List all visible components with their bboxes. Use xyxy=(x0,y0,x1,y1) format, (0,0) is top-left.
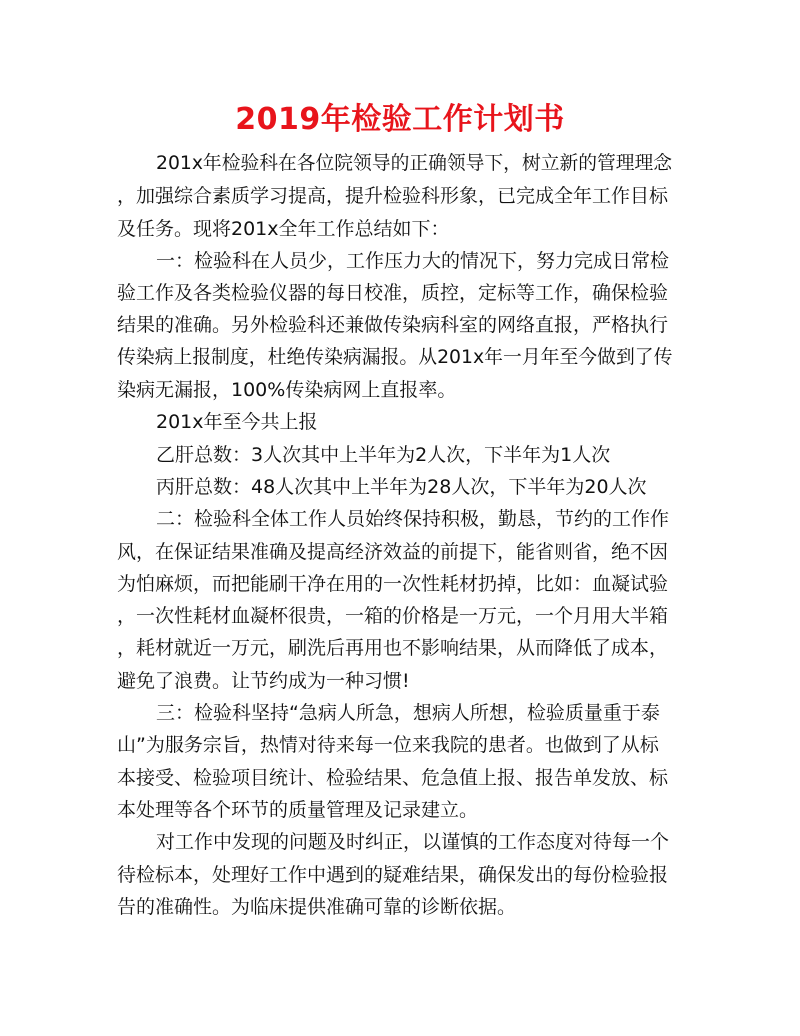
text-line: 201x年至今共上报 xyxy=(156,411,318,434)
text-line: 本接受、检验项目统计、检验结果、危急值上报、报告单发放、标 xyxy=(117,766,669,789)
text-line: 验工作及各类检验仪器的每日校准，质控，定标等工作，确保检验 xyxy=(117,282,669,305)
document-title: 2019年检验工作计划书 xyxy=(235,102,565,137)
text-line: 三：检验科坚持“急病人所急，想病人所想，检验质量重于泰 xyxy=(156,702,660,725)
text-line: ，加强综合素质学习提高，提升检验科形象，已完成全年工作目标 xyxy=(117,185,669,208)
document-body xyxy=(117,148,673,923)
text-line: 本处理等各个环节的质量管理及记录建立。 xyxy=(117,798,479,821)
text-line: 染病无漏报，100%传染病网上直报率。 xyxy=(117,379,457,402)
text-line: 对工作中发现的问题及时纠正，以谨慎的工作态度对待每一个 xyxy=(156,831,670,854)
text-line: 待检标本，处理好工作中遇到的疑难结果，确保发出的每份检验报 xyxy=(117,863,669,886)
text-line: 乙肝总数：3人次其中上半年为2人次，下半年为1人次 xyxy=(156,443,611,466)
text-line: 风，在保证结果准确及提高经济效益的前提下，能省则省，绝不因 xyxy=(117,540,669,563)
text-line: 山”为服务宗旨，热情对待来每一位来我院的患者。也做到了从标 xyxy=(117,734,659,757)
text-line: 及任务。现将201x全年工作总结如下： xyxy=(117,217,450,240)
text-line: 一：检验科在人员少，工作压力大的情况下，努力完成日常检 xyxy=(156,249,670,272)
text-line: 丙肝总数：48人次其中上半年为28人次，下半年为20人次 xyxy=(156,475,647,498)
text-line: 结果的准确。另外检验科还兼做传染病科室的网络直报，严格执行 xyxy=(117,314,669,337)
text-line: 201x年检验科在各位院领导的正确领导下，树立新的管理理念 xyxy=(156,153,673,174)
text-line: 传染病上报制度，杜绝传染病漏报。从201x年一月年至今做到了传 xyxy=(117,346,673,368)
text-line: 为怕麻烦，而把能刷干净在用的一次性耗材扔掉，比如：血凝试验 xyxy=(117,572,669,595)
text-line: 避免了浪费。让节约成为一种习惯! xyxy=(117,669,410,692)
text-line: ，耗材就近一万元，刷洗后再用也不影响结果，从而降低了成本， xyxy=(117,637,669,660)
text-line: ，一次性耗材血凝杯很贵，一箱的价格是一万元，一个月用大半箱 xyxy=(117,605,669,628)
text-line: 二：检验科全体工作人员始终保持积极，勤恳，节约的工作作 xyxy=(156,508,670,531)
text-line: 告的准确性。为临床提供准确可靠的诊断依据。 xyxy=(117,895,517,918)
